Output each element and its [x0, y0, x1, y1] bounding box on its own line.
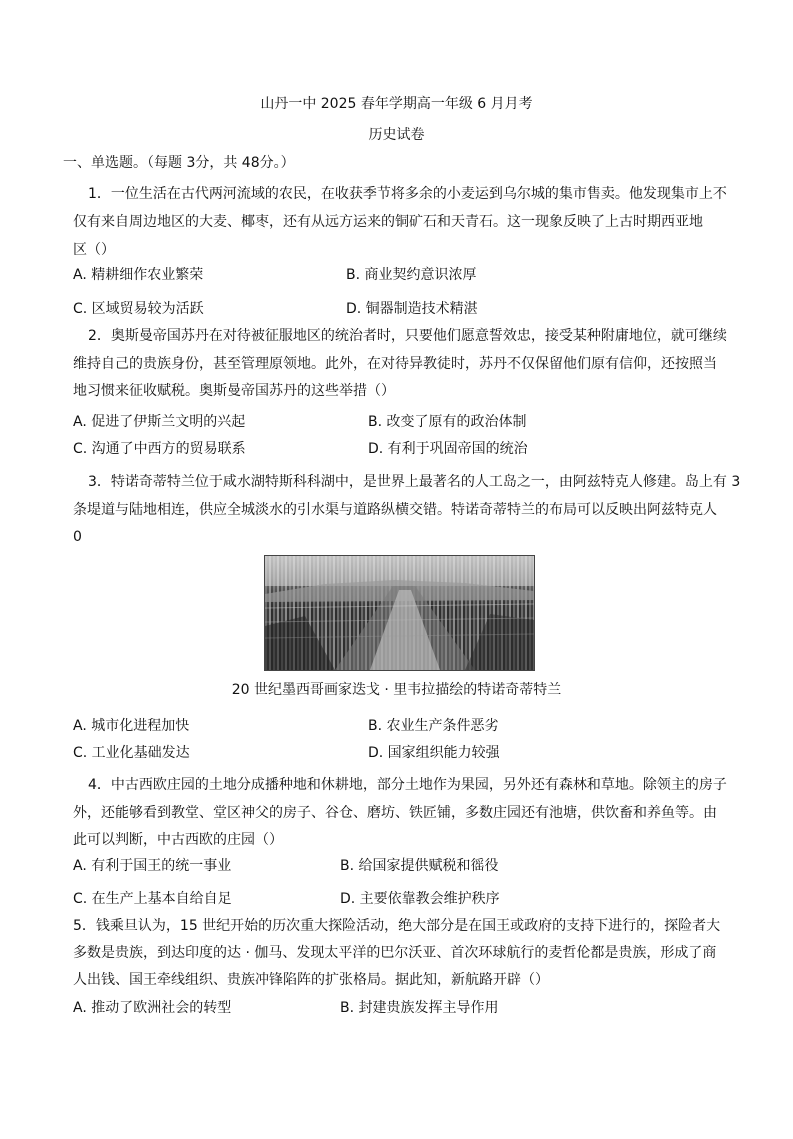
- question-text-line: 0: [73, 529, 82, 545]
- option-a: A. 促进了伊斯兰文明的兴起: [73, 414, 246, 430]
- option-b: B. 农业生产条件恶劣: [368, 718, 499, 734]
- option-c: C. 区域贸易较为活跃: [73, 301, 204, 317]
- question-text-line: 多数是贵族，到达印度的达 · 伽马、发现太平洋的巴尔沃亚、首次环球航行的麦哲伦都是贵族，形成了商: [73, 945, 717, 961]
- option-a: A. 精耕细作农业繁荣: [73, 267, 204, 283]
- question-text-line: 5．钱乘旦认为，15 世纪开始的历次重大探险活动，绝大部分是在国王或政府的支持下进行的，探险者大: [73, 918, 721, 934]
- question-text-line: 3．特诺奇蒂特兰位于咸水湖特斯科科湖中，是世界上最著名的人工岛之一，由阿兹特克人修建。岛上有 3: [88, 474, 741, 490]
- question-text-line: 1．一位生活在古代两河流域的农民，在收获季节将多余的小麦运到乌尔城的集市售卖。他发现集市上不: [88, 186, 727, 202]
- question-text-line: 人出钱、国王牵线组织、贵族冲锋陷阵的扩张格局。据此知，新航路开辟（）: [73, 972, 549, 988]
- option-a: A. 推动了欧洲社会的转型: [73, 1000, 232, 1016]
- question-text-line: 地习惯来征收赋税。奥斯曼帝国苏丹的这些举措（）: [73, 383, 395, 399]
- question-text-line: 此可以判断，中古西欧的庄园（）: [73, 832, 283, 848]
- question-text-line: 外，还能够看到教堂、堂区神父的房子、谷仓、磨坊、铁匠铺，多数庄园还有池塘，供饮畜和养鱼等。由: [73, 805, 717, 821]
- option-d: D. 国家组织能力较强: [368, 745, 500, 761]
- question-text-line: 维持自己的贵族身份，甚至管理原领地。此外，在对待异教徒时，苏丹不仅保留他们原有信仰，还按照当: [73, 356, 717, 372]
- question-text-line: 4．中古西欧庄园的土地分成播种地和休耕地，部分土地作为果园，另外还有森林和草地。除领主的房子: [88, 777, 727, 793]
- exam-title: 山丹一中 2025 春年学期高一年级 6 月月考: [260, 96, 533, 112]
- image-caption: 20 世纪墨西哥画家迭戈 · 里韦拉描绘的特诺奇蒂特兰: [231, 682, 562, 698]
- question-text-line: 仅有来自周边地区的大麦、椰枣，还有从远方运来的铜矿石和天青石。这一现象反映了上古时期西亚地: [73, 214, 703, 230]
- exam-subtitle: 历史试卷: [368, 127, 425, 143]
- option-d: D. 主要依靠教会维护秩序: [340, 891, 500, 907]
- tenochtitlan-mural-image: [264, 555, 535, 671]
- question-text-line: 条堤道与陆地相连，供应全城淡水的引水渠与道路纵横交错。特诺奇蒂特兰的布局可以反映出阿兹特克人: [73, 502, 717, 518]
- option-b: B. 商业契约意识浓厚: [346, 267, 477, 283]
- option-c: C. 沟通了中西方的贸易联系: [73, 441, 246, 457]
- option-b: B. 封建贵族发挥主导作用: [340, 1000, 499, 1016]
- option-b: B. 改变了原有的政治体制: [368, 414, 527, 430]
- option-d: D. 有利于巩固帝国的统治: [368, 441, 528, 457]
- option-a: A. 有利于国王的统一事业: [73, 858, 232, 874]
- question-text-line: 区（）: [73, 242, 115, 258]
- question-text-line: 2．奥斯曼帝国苏丹在对待被征服地区的统治者时，只要他们愿意誓效忠，接受某种附庸地位，就可继续: [88, 328, 727, 344]
- option-a: A. 城市化进程加快: [73, 718, 190, 734]
- option-c: C. 在生产上基本自给自足: [73, 891, 232, 907]
- option-d: D. 铜器制造技术精湛: [346, 301, 478, 317]
- option-b: B. 给国家提供赋税和徭役: [340, 858, 499, 874]
- section-heading: 一、单选题。（每题 3分，共 48分。）: [63, 155, 295, 171]
- option-c: C. 工业化基础发达: [73, 745, 190, 761]
